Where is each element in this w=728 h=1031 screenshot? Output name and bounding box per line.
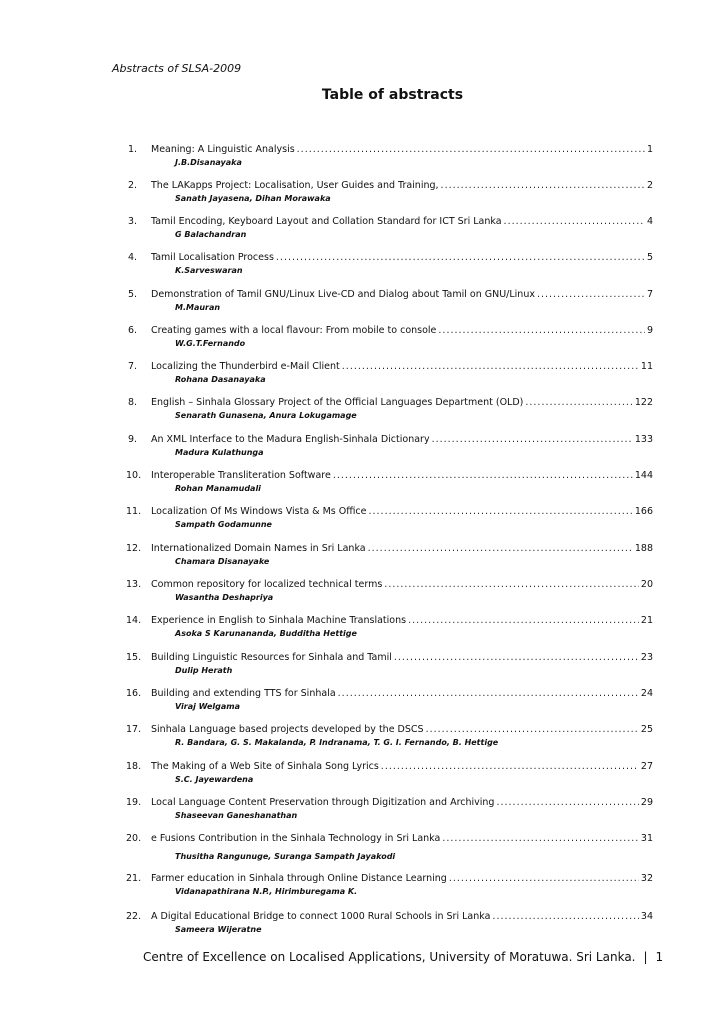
entry-number: 10. xyxy=(126,470,142,481)
entry-line xyxy=(151,578,653,591)
dot-leader xyxy=(297,143,645,156)
dot-leader xyxy=(449,872,639,885)
entry-authors: Wasantha Deshapriya xyxy=(175,593,274,602)
entry-page-number: 188 xyxy=(634,543,653,554)
entry-page-number: 7 xyxy=(646,289,653,300)
page-footer xyxy=(143,950,663,964)
dot-leader xyxy=(369,505,633,518)
entry-authors: Thusitha Rangunuge, Suranga Sampath Jayakodi xyxy=(175,852,396,861)
entry-number: 3. xyxy=(128,216,138,227)
dot-leader xyxy=(408,614,639,627)
entry-page-number: 29 xyxy=(640,797,653,808)
entry-page-number: 4 xyxy=(646,216,653,227)
dot-leader xyxy=(394,651,639,664)
entry-number: 2. xyxy=(128,180,138,191)
entry-page-number: 24 xyxy=(640,688,653,699)
entry-title: Common repository for localized technical terms xyxy=(151,579,383,590)
entry-line xyxy=(151,288,653,301)
entry-authors: J.B.Disanayaka xyxy=(175,158,242,167)
entry-title: Farmer education in Sinhala through Online Distance Learning xyxy=(151,873,447,884)
entry-number: 8. xyxy=(128,397,138,408)
entry-page-number: 34 xyxy=(640,911,653,922)
entry-line xyxy=(151,832,653,845)
dot-leader xyxy=(276,251,645,264)
dot-leader xyxy=(438,324,645,337)
entry-line xyxy=(151,872,653,885)
dot-leader xyxy=(381,760,639,773)
entry-authors: S.C. Jayewardena xyxy=(175,775,254,784)
dot-leader xyxy=(496,796,638,809)
entry-line xyxy=(151,760,653,773)
entry-title: Localization Of Ms Windows Vista & Ms Office xyxy=(151,506,367,517)
entry-number: 21. xyxy=(126,873,142,884)
entry-authors: Dulip Herath xyxy=(175,666,233,675)
entry-title: Meaning: A Linguistic Analysis xyxy=(151,144,295,155)
entry-authors: M.Mauran xyxy=(175,303,221,312)
entry-page-number: 2 xyxy=(646,180,653,191)
dot-leader xyxy=(338,687,639,700)
entry-page-number: 11 xyxy=(640,361,653,372)
entry-number: 17. xyxy=(126,724,142,735)
footer-separator: | xyxy=(643,950,648,964)
entry-authors: Sameera Wijeratne xyxy=(175,925,262,934)
footer-page-number: 1 xyxy=(655,950,664,964)
entry-title: Demonstration of Tamil GNU/Linux Live-CD and Dialog about Tamil on GNU/Linux xyxy=(151,289,535,300)
entry-title: Local Language Content Preservation through Digitization and Archiving xyxy=(151,797,495,808)
entry-authors: Senarath Gunasena, Anura Lokugamage xyxy=(175,411,357,420)
entry-authors: Viraj Welgama xyxy=(175,702,241,711)
entry-title: The LAKapps Project: Localisation, User Guides and Training, xyxy=(151,180,439,191)
entry-authors: Shaseevan Ganeshanathan xyxy=(175,811,298,820)
entry-title: Sinhala Language based projects developed by the DSCS xyxy=(151,724,424,735)
entry-line xyxy=(151,396,653,409)
entry-page-number: 31 xyxy=(640,833,653,844)
entry-authors: Rohan Manamudali xyxy=(175,484,261,493)
entry-line xyxy=(151,796,653,809)
entry-title: Internationalized Domain Names in Sri Lanka xyxy=(151,543,366,554)
entry-title: An XML Interface to the Madura English-Sinhala Dictionary xyxy=(151,434,430,445)
entry-number: 13. xyxy=(126,579,142,590)
entry-line xyxy=(151,505,653,518)
entry-page-number: 23 xyxy=(640,652,653,663)
entry-number: 1. xyxy=(128,144,138,155)
dot-leader xyxy=(442,832,639,845)
entry-page-number: 133 xyxy=(634,434,653,445)
entry-number: 12. xyxy=(126,543,142,554)
entry-page-number: 166 xyxy=(634,506,653,517)
entry-line xyxy=(151,215,653,228)
page-title: Table of abstracts xyxy=(321,87,464,103)
dot-leader xyxy=(426,723,639,736)
entry-number: 4. xyxy=(128,252,138,263)
entry-title: Tamil Localisation Process xyxy=(151,252,274,263)
entry-line xyxy=(151,614,653,627)
entry-title: e Fusions Contribution in the Sinhala Technology in Sri Lanka xyxy=(151,833,441,844)
dot-leader xyxy=(342,360,639,373)
entry-authors: Rohana Dasanayaka xyxy=(175,375,266,384)
entry-authors: Vidanapathirana N.P., Hirimburegama K. xyxy=(175,887,358,896)
dot-leader xyxy=(432,433,633,446)
dot-leader xyxy=(525,396,632,409)
entry-line xyxy=(151,251,653,264)
entry-number: 6. xyxy=(128,325,138,336)
dot-leader xyxy=(537,288,645,301)
entry-title: Creating games with a local flavour: From mobile to console xyxy=(151,325,437,336)
entry-authors: Sampath Godamunne xyxy=(175,520,272,529)
entry-line xyxy=(151,143,653,156)
entry-number: 20. xyxy=(126,833,142,844)
entry-line xyxy=(151,179,653,192)
entry-authors: Sanath Jayasena, Dihan Morawaka xyxy=(175,194,331,203)
dot-leader xyxy=(333,469,633,482)
entry-page-number: 9 xyxy=(646,325,653,336)
entry-number: 16. xyxy=(126,688,142,699)
entry-number: 22. xyxy=(126,911,142,922)
entry-line xyxy=(151,687,653,700)
entry-authors: G Balachandran xyxy=(175,230,247,239)
entry-authors: W.G.T.Fernando xyxy=(175,339,246,348)
entry-number: 5. xyxy=(128,289,138,300)
entry-line xyxy=(151,542,653,555)
entry-title: Experience in English to Sinhala Machine Translations xyxy=(151,615,407,626)
entry-page-number: 144 xyxy=(634,470,653,481)
entry-authors: Chamara Disanayake xyxy=(175,557,270,566)
entry-line xyxy=(151,723,653,736)
entry-title: A Digital Educational Bridge to connect 1000 Rural Schools in Sri Lanka xyxy=(151,911,491,922)
dot-leader xyxy=(384,578,639,591)
entry-title: Building Linguistic Resources for Sinhala and Tamil xyxy=(151,652,392,663)
entry-number: 7. xyxy=(128,361,138,372)
entry-page-number: 20 xyxy=(640,579,653,590)
entry-page-number: 32 xyxy=(640,873,653,884)
entry-title: Building and extending TTS for Sinhala xyxy=(151,688,336,699)
entry-number: 15. xyxy=(126,652,142,663)
running-header: Abstracts of SLSA-2009 xyxy=(112,62,242,75)
entry-authors: K.Sarveswaran xyxy=(175,266,243,275)
entry-line xyxy=(151,469,653,482)
entry-title: The Making of a Web Site of Sinhala Song Lyrics xyxy=(151,761,379,772)
entry-number: 14. xyxy=(126,615,142,626)
entry-line xyxy=(151,651,653,664)
entry-line xyxy=(151,910,653,923)
entry-authors: R. Bandara, G. S. Makalanda, P. Indranama, T. G. I. Fernando, B. Hettige xyxy=(175,738,499,747)
entry-number: 19. xyxy=(126,797,142,808)
entry-number: 18. xyxy=(126,761,142,772)
entry-page-number: 25 xyxy=(640,724,653,735)
entry-number: 11. xyxy=(126,506,142,517)
entry-line xyxy=(151,433,653,446)
dot-leader xyxy=(492,910,638,923)
dot-leader xyxy=(441,179,645,192)
entry-number: 9. xyxy=(128,434,138,445)
entry-page-number: 21 xyxy=(640,615,653,626)
entry-title: Localizing the Thunderbird e-Mail Client xyxy=(151,361,340,372)
entry-line xyxy=(151,360,653,373)
entry-title: English – Sinhala Glossary Project of the Official Languages Department (OLD) xyxy=(151,397,524,408)
entry-page-number: 5 xyxy=(646,252,653,263)
entry-page-number: 1 xyxy=(646,144,653,155)
entry-title: Interoperable Transliteration Software xyxy=(151,470,331,481)
dot-leader xyxy=(368,542,633,555)
entry-line xyxy=(151,324,653,337)
entry-page-number: 27 xyxy=(640,761,653,772)
dot-leader xyxy=(504,215,645,228)
entry-authors: Madura Kulathunga xyxy=(175,448,264,457)
entry-page-number: 122 xyxy=(634,397,653,408)
footer-text: Centre of Excellence on Localised Applications, University of Moratuwa. Sri Lanka. xyxy=(143,950,636,964)
entry-authors: Asoka S Karunananda, Budditha Hettige xyxy=(175,629,357,638)
entry-title: Tamil Encoding, Keyboard Layout and Collation Standard for ICT Sri Lanka xyxy=(151,216,502,227)
